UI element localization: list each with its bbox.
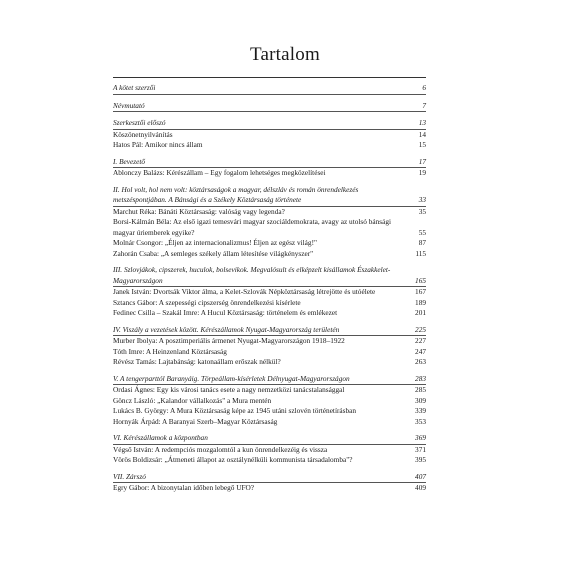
toc-entry[interactable] xyxy=(113,417,426,428)
toc-entry-title: V. A tengerparttól Baranyáig. Törpeállam-kísérletek Délnyugat-Magyarországon xyxy=(113,373,350,383)
toc-section-heading[interactable] xyxy=(113,433,426,445)
toc-page-number: 247 xyxy=(415,346,426,356)
toc-entry-title: Egry Gábor: A bizonytalan időben lebegő UFO? xyxy=(113,483,255,492)
toc-page-number: 7 xyxy=(422,100,426,110)
toc-entry-title: Molnár Csongor: „Éljen az internacionalizmus! Éljen az egész világ!" xyxy=(113,238,317,247)
toc-page-number: 283 xyxy=(415,373,426,383)
toc-section-heading[interactable] xyxy=(113,101,426,113)
toc-section-heading[interactable] xyxy=(113,265,426,287)
top-divider xyxy=(113,77,426,78)
toc-page-number: 55 xyxy=(418,227,426,237)
toc-entry[interactable] xyxy=(113,455,426,466)
toc-entry-title: Szerkesztői előszó xyxy=(113,118,166,127)
toc-section-heading[interactable] xyxy=(113,325,426,337)
toc-entry-title: Hatos Pál: Amikor nincs állam xyxy=(113,140,203,149)
toc-entry[interactable] xyxy=(113,238,426,249)
page-title: Tartalom xyxy=(250,44,320,65)
toc-page-number: 13 xyxy=(418,118,426,127)
toc-section-heading[interactable] xyxy=(113,185,426,207)
toc-entry-title: Marchut Réka: Bánáti Köztársaság: valóság vagy legenda? xyxy=(113,206,285,216)
toc-entry[interactable] xyxy=(113,357,426,368)
toc-entry-title: Hornyák Árpád: A Baranyai Szerb–Magyar Köztársaság xyxy=(113,416,278,426)
toc-entry-title: Tóth Imre: A Heinzenland Köztársaság xyxy=(113,346,227,356)
toc-section-heading[interactable] xyxy=(113,118,426,130)
toc-page-number: 263 xyxy=(415,357,426,366)
toc-page-number: 353 xyxy=(415,416,426,426)
toc-page-number: 371 xyxy=(415,444,426,454)
toc-entry-title: Köszönetnyilvánítás xyxy=(113,129,173,139)
toc-page-number: 165 xyxy=(415,275,426,285)
toc-page-number: 19 xyxy=(418,168,426,177)
toc-section-heading[interactable] xyxy=(113,374,426,386)
toc-page-number: 33 xyxy=(418,195,426,204)
toc-page-number: 115 xyxy=(415,248,426,258)
toc-entry-title: Ablonczy Balázs: Kérészállam – Egy fogalom lehetséges megközelítései xyxy=(113,168,326,177)
toc-entry[interactable] xyxy=(113,385,426,396)
toc-entry-title: Névmutató xyxy=(113,100,145,110)
toc-page-number: 369 xyxy=(415,433,426,442)
toc-page-number: 201 xyxy=(415,308,426,317)
toc-entry[interactable] xyxy=(113,140,426,151)
toc-entry[interactable] xyxy=(113,207,426,218)
toc-entry-title: Göncz László: „Kalandor vállalkozás" a Mura mentén xyxy=(113,395,272,405)
toc-page-number: 407 xyxy=(415,471,426,481)
table-of-contents xyxy=(113,77,426,494)
toc-entry-title: III. Szlovjákok, cipszerek, huculok, bolsevikok. Megvalósult és elképzelt kisállamok Északkelet-Magyarországon xyxy=(113,265,391,285)
toc-page-number: 227 xyxy=(415,336,426,345)
toc-entry[interactable] xyxy=(113,308,426,319)
toc-entry-title: IV. Viszály a vezetések között. Kérészállamok Nyugat-Magyarország területén xyxy=(113,324,340,334)
toc-entry-title: Zahorán Csaba: „A semleges székely állam létesítése világkényszer" xyxy=(113,248,314,258)
toc-entry-title: VI. Kérészállamok a központban xyxy=(113,433,208,442)
toc-entry[interactable] xyxy=(113,130,426,141)
toc-page-number: 35 xyxy=(418,206,426,216)
toc-entry-title: II. Hol volt, hol nem volt: köztársaságok a magyar, délszláv és román önrendelkezés metszéspontjában. A Bánsági és a Székely Köztársaság története xyxy=(113,184,359,204)
toc-page-number: 339 xyxy=(415,406,426,415)
toc-entry[interactable] xyxy=(113,445,426,456)
toc-entry-title: Sztancs Gábor: A szepességi cipszerség önrendelkezési kísérlete xyxy=(113,297,301,307)
toc-page-number: 225 xyxy=(415,324,426,334)
toc-entry-title: Fedinec Csilla – Szakál Imre: A Hucul Köztársaság: történelem és emlékezet xyxy=(113,308,338,317)
toc-entry-title: Révész Tamás: Lajtabánság: katonaállam erőszak nélkül? xyxy=(113,357,281,366)
toc-entry-title: Borsi-Kálmán Béla: Az első igazi temesvári magyar szociáldemokrata, avagy az utolsó bánsági magyar úriemberek egyike? xyxy=(113,217,391,237)
toc-entry[interactable] xyxy=(113,406,426,417)
toc-section-heading[interactable] xyxy=(113,157,426,169)
toc-page-number: 285 xyxy=(415,385,426,394)
toc-page-number: 395 xyxy=(415,455,426,464)
toc-entry-title: VII. Zárszó xyxy=(113,471,146,481)
toc-page-number: 189 xyxy=(415,297,426,307)
toc-entry-title: Murber Ibolya: A posztimperiális ármenet Nyugat-Magyarországon 1918–1922 xyxy=(113,336,345,345)
toc-entry-title: A kötet szerzői xyxy=(113,83,156,92)
toc-entry[interactable] xyxy=(113,287,426,298)
toc-entry[interactable] xyxy=(113,217,426,238)
toc-entry[interactable] xyxy=(113,249,426,260)
toc-entry-title: Lukács B. György: A Mura Köztársaság képe az 1945 utáni szlovén történetírásban xyxy=(113,406,357,415)
toc-section-heading[interactable] xyxy=(113,472,426,484)
toc-entry-title: Vörös Boldizsár: „Átmeneti állapot az osztálynélküli kommunista társadalomba"? xyxy=(113,455,353,464)
toc-entry-title: Végső István: A redempciós mozgalomtól a kun önrendelkezéig és vissza xyxy=(113,444,328,454)
toc-page-number: 15 xyxy=(418,140,426,149)
toc-entry[interactable] xyxy=(113,396,426,407)
toc-entry-title: I. Bevezető xyxy=(113,156,146,166)
toc-entry[interactable] xyxy=(113,347,426,358)
toc-entry[interactable] xyxy=(113,168,426,179)
toc-page-number: 309 xyxy=(415,395,426,405)
toc-entry[interactable] xyxy=(113,336,426,347)
toc-page-number: 167 xyxy=(415,287,426,296)
toc-entry[interactable] xyxy=(113,483,426,494)
toc-page-number: 14 xyxy=(418,129,426,139)
toc-page-number: 17 xyxy=(418,156,426,166)
toc-section-heading[interactable] xyxy=(113,83,426,95)
toc-entry-title: Janek István: Dvortsák Viktor álma, a Kelet-Szlovák Népköztársaság létrejötte és utóélete xyxy=(113,287,376,296)
toc-page-number: 409 xyxy=(415,483,426,492)
toc-page-number: 6 xyxy=(422,83,426,92)
toc-entry-title: Ordasi Ágnes: Egy kis városi tanács esete a nagy nemzetközi tanácstalansággal xyxy=(113,385,345,394)
toc-entry[interactable] xyxy=(113,298,426,309)
toc-page-number: 87 xyxy=(418,238,426,247)
